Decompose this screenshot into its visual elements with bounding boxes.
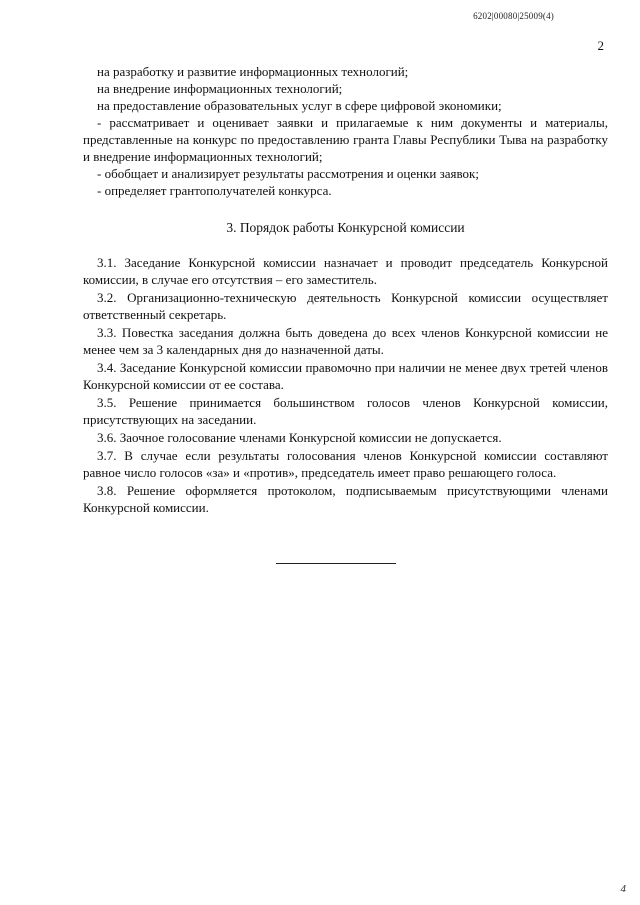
list-item: - определяет грантополучателей конкурса. <box>97 183 332 198</box>
list-item: на внедрение информационных технологий; <box>97 81 343 96</box>
list-item: - обобщает и анализирует результаты рассмотрения и оценки заявок; <box>97 166 479 181</box>
end-divider <box>276 563 396 564</box>
section-item: 3.7. В случае если результаты голосования членов Конкурсной комиссии составляют равное число голосов «за» и «против», председатель имеет право решающего голоса. <box>83 448 608 480</box>
section-item: 3.5. Решение принимается большинством голосов членов Конкурсной комиссии, присутствующих на заседании. <box>83 395 608 427</box>
section-item: 3.1. Заседание Конкурсной комиссии назначает и проводит председатель Конкурсной комиссии, в случае его отсутствия – его заместитель. <box>83 255 608 287</box>
section-item: 3.8. Решение оформляется протоколом, подписываемым присутствующими членами Конкурсной комиссии. <box>83 483 608 515</box>
section-item: 3.6. Заочное голосование членами Конкурсной комиссии не допускается. <box>97 430 502 445</box>
section-item: 3.2. Организационно-техническую деятельность Конкурсной комиссии осуществляет ответственный секретарь. <box>83 290 608 322</box>
handwritten-page-mark: 4 <box>620 883 626 895</box>
section-title: 3. Порядок работы Конкурсной комиссии <box>226 220 465 235</box>
document-code: 6202|00080|25009(4) <box>473 11 554 21</box>
list-item: на предоставление образовательных услуг в сфере цифровой экономики; <box>97 98 502 113</box>
list-item: - рассматривает и оценивает заявки и прилагаемые к ним документы и материалы, представленные на конкурс по предоставлению гранта Главы Республики Тыва на разработку и внедрение информационных технологий; <box>83 115 608 164</box>
section-item: 3.3. Повестка заседания должна быть доведена до всех членов Конкурсной комиссии не менее чем за 3 календарных дня до назначенной даты. <box>83 325 608 357</box>
document-body <box>83 63 608 517</box>
section-item: 3.4. Заседание Конкурсной комиссии правомочно при наличии не менее двух третей членов Конкурсной комиссии от ее состава. <box>83 360 608 392</box>
list-item: на разработку и развитие информационных технологий; <box>97 64 409 79</box>
page-number: 2 <box>597 38 604 53</box>
